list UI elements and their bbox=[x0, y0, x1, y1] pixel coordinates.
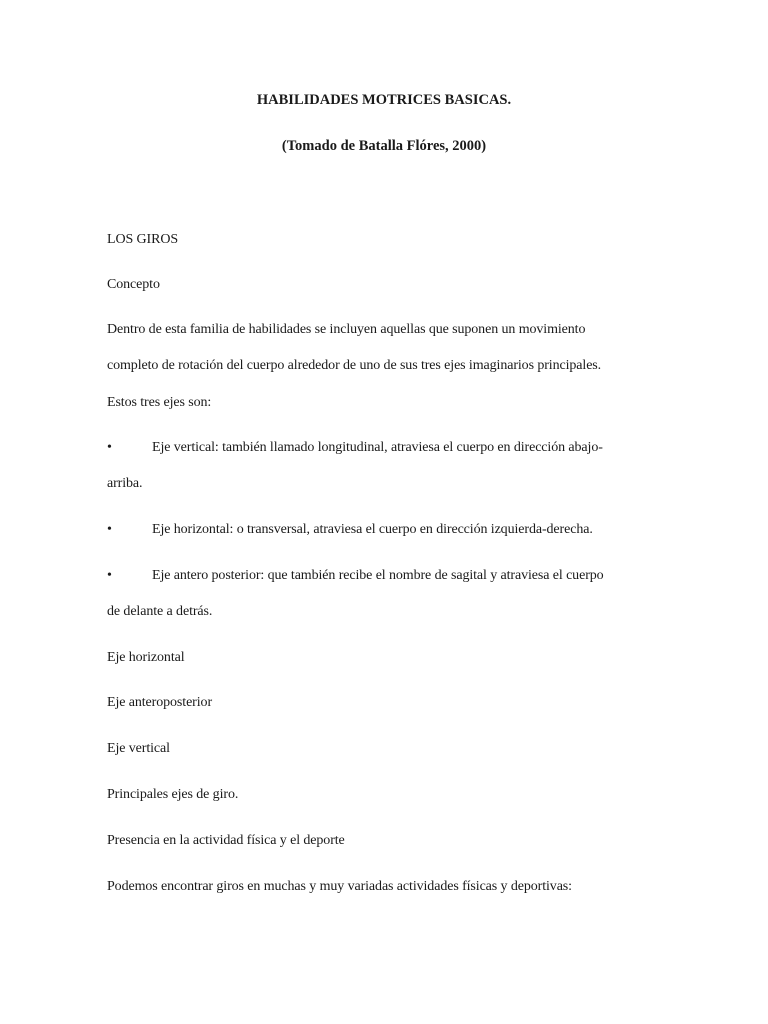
axis-label-vertical: Eje vertical bbox=[107, 741, 170, 756]
intro-line: Dentro de esta familia de habilidades se incluyen aquellas que suponen un movimiento bbox=[107, 322, 586, 337]
bullet-symbol: • bbox=[107, 522, 112, 537]
section-heading: LOS GIROS bbox=[107, 232, 179, 247]
bullet-continuation: arriba. bbox=[107, 476, 143, 491]
bullet-text: Eje antero posterior: que también recibe el nombre de sagital y atraviesa el cuerpo bbox=[152, 568, 604, 583]
document-title: HABILIDADES MOTRICES BASICAS. bbox=[256, 92, 512, 108]
bullet-text: Eje horizontal: o transversal, atraviesa el cuerpo en dirección izquierda-derecha. bbox=[152, 522, 593, 537]
axis-label-anteroposterior: Eje anteroposterior bbox=[107, 695, 213, 710]
document-subtitle: (Tomado de Batalla Flóres, 2000) bbox=[281, 138, 487, 154]
bullet-text: Eje vertical: también llamado longitudinal, atraviesa el cuerpo en dirección abajo- bbox=[152, 440, 603, 455]
bullet-symbol: • bbox=[107, 440, 112, 455]
subsection-heading: Presencia en la actividad física y el deporte bbox=[107, 833, 345, 848]
intro-line: completo de rotación del cuerpo alrededor de uno de sus tres ejes imaginarios principales. bbox=[107, 358, 602, 373]
closing-line: Podemos encontrar giros en muchas y muy variadas actividades físicas y deportivas: bbox=[107, 879, 572, 894]
figure-caption: Principales ejes de giro. bbox=[107, 787, 239, 802]
bullet-symbol: • bbox=[107, 568, 112, 583]
intro-line: Estos tres ejes son: bbox=[107, 395, 212, 410]
bullet-continuation: de delante a detrás. bbox=[107, 604, 213, 619]
axis-label-horizontal: Eje horizontal bbox=[107, 650, 185, 665]
concept-label: Concepto bbox=[107, 277, 160, 292]
